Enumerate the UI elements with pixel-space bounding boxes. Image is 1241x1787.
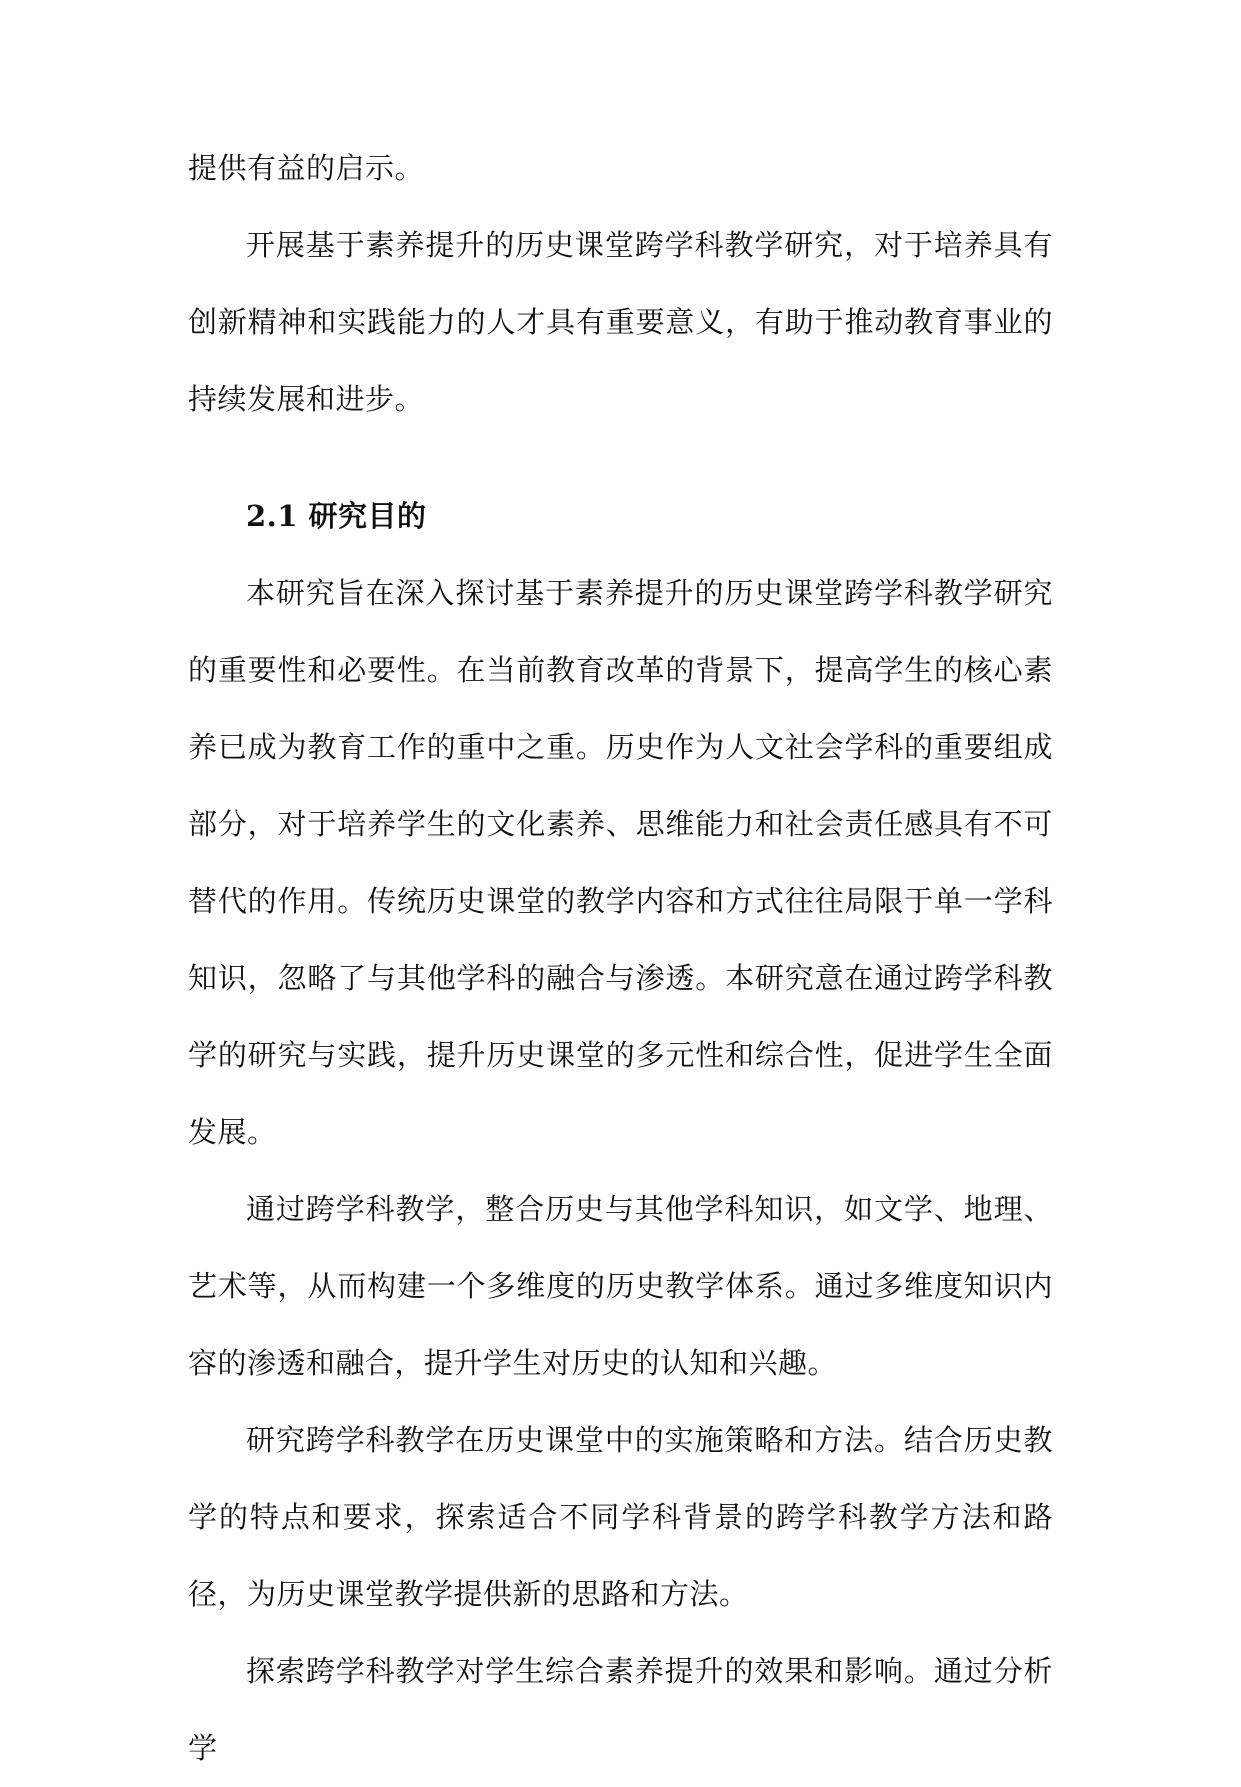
paragraph-strategies: 研究跨学科教学在历史课堂中的实施策略和方法。结合历史教学的特点和要求，探索适合不同学科背景的跨学科教学方法和路径，为历史课堂教学提供新的思路和方法。 xyxy=(188,1423,1053,1611)
section-heading: 2.1 研究目的 xyxy=(246,499,427,533)
paragraph-effects: 探索跨学科教学对学生综合素养提升的效果和影响。通过分析学 xyxy=(188,1654,1053,1765)
paragraph-continuation: 提供有益的启示。 xyxy=(188,151,425,185)
paragraph-significance: 开展基于素养提升的历史课堂跨学科教学研究，对于培养具有创新精神和实践能力的人才具有重要意义，有助于推动教育事业的持续发展和进步。 xyxy=(188,228,1053,416)
paragraph-integration: 通过跨学科教学，整合历史与其他学科知识，如文学、地理、艺术等，从而构建一个多维度的历史教学体系。通过多维度知识内容的渗透和融合，提升学生对历史的认知和兴趣。 xyxy=(188,1192,1053,1380)
paragraph-research-purpose: 本研究旨在深入探讨基于素养提升的历史课堂跨学科教学研究的重要性和必要性。在当前教育改革的背景下，提高学生的核心素养已成为教育工作的重中之重。历史作为人文社会学科的重要组成部分，对于培养学生的文化素养、思维能力和社会责任感具有不可替代的作用。传统历史课堂的教学内容和方式往往局限于单一学科知识，忽略了与其他学科的融合与渗透。本研究意在通过跨学科教学的研究与实践，提升历史课堂的多元性和综合性，促进学生全面发展。 xyxy=(188,576,1053,1149)
document-body xyxy=(188,130,1053,1787)
